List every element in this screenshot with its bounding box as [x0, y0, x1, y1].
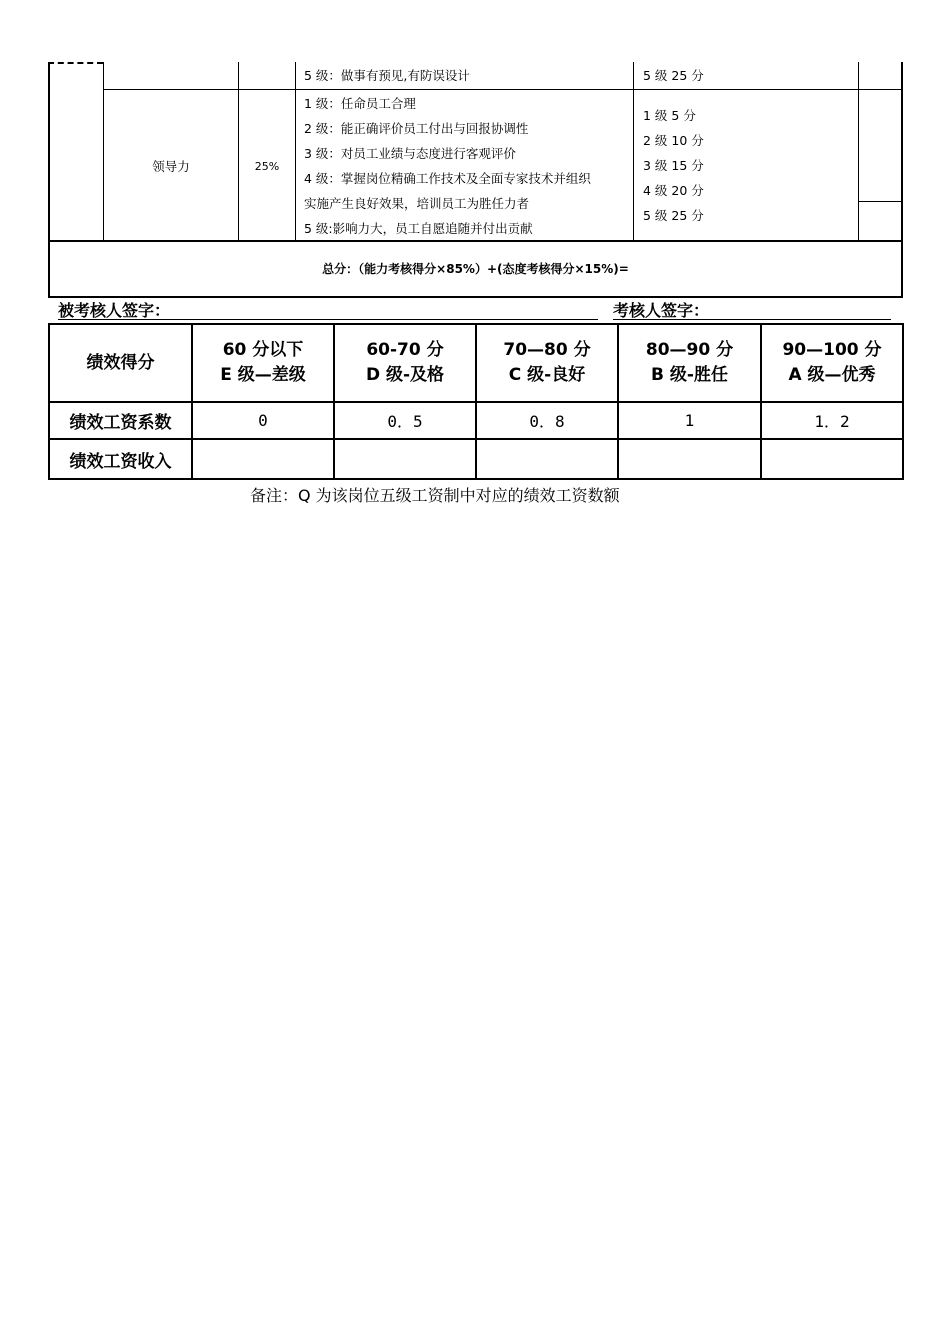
assessor-signature-label: 考核人签字： [613, 301, 710, 320]
grade-c [476, 324, 618, 402]
grade-b [618, 324, 761, 402]
grade-header-row [49, 324, 903, 402]
grade-level: A 级—优秀 [788, 365, 876, 385]
item-leadership: 领导力 [152, 159, 190, 174]
item-weight: 25% [254, 160, 280, 173]
grade-level: C 级-良好 [508, 365, 586, 385]
coefficient-e: 0 [192, 402, 334, 439]
score-level-5: 5 级 25 分 [643, 208, 704, 223]
coefficient-c: 0．8 [476, 402, 618, 439]
assessor-signature-line[interactable] [613, 319, 891, 320]
income-d[interactable] [334, 439, 476, 479]
leadership-level-2: 2 级：能正确评价员工付出与回报协调性 [304, 121, 529, 136]
coefficient-row [49, 402, 903, 439]
score-level-2: 2 级 10 分 [643, 133, 704, 148]
income-a[interactable] [761, 439, 903, 479]
leadership-level-4-cont: 实施产生良好效果，培训员工为胜任力者 [304, 196, 530, 211]
leadership-level-3: 3 级：对员工业绩与态度进行客观评价 [304, 146, 516, 161]
grade-a [761, 324, 903, 402]
coefficient-d: 0．5 [334, 402, 476, 439]
grade-d [334, 324, 476, 402]
assessee-signature-line[interactable] [58, 319, 598, 320]
grade-e [192, 324, 334, 402]
performance-grade-table [48, 323, 904, 480]
header-label: 绩效得分 [49, 324, 192, 402]
grade-level: B 级-胜任 [651, 365, 728, 385]
remark-note: 备注：Q 为该岗位五级工资制中对应的绩效工资数额 [250, 486, 620, 505]
level-5-score: 5 级 25 分 [643, 68, 704, 83]
score-level-4: 4 级 20 分 [643, 183, 704, 198]
grade-range: 60-70 分 [366, 340, 444, 360]
income-row [49, 439, 903, 479]
border [103, 89, 902, 90]
coefficient-label: 绩效工资系数 [49, 402, 192, 439]
grade-level: E 级—差级 [220, 365, 306, 385]
evaluation-table [48, 62, 903, 298]
income-b[interactable] [618, 439, 761, 479]
income-e[interactable] [192, 439, 334, 479]
income-label: 绩效工资收入 [49, 439, 192, 479]
score-level-3: 3 级 15 分 [643, 158, 704, 173]
border [48, 296, 903, 298]
border [858, 201, 902, 202]
grade-range: 90—100 分 [782, 340, 882, 360]
leadership-level-4: 4 级：掌握岗位精确工作技术及全面专家技术并组织 [304, 171, 591, 186]
level-5-text: 5 级：做事有预见,有防误设计 [304, 68, 470, 83]
grade-range: 70—80 分 [503, 340, 591, 360]
coefficient-a: 1．2 [761, 402, 903, 439]
grade-level: D 级-及格 [365, 365, 445, 385]
leadership-level-5: 5 级:影响力大，员工自愿追随并付出贡献 [304, 221, 533, 236]
grade-range: 60 分以下 [222, 340, 304, 360]
assessee-signature-label: 被考核人签字： [58, 301, 171, 320]
income-c[interactable] [476, 439, 618, 479]
grade-range: 80—90 分 [645, 340, 734, 360]
score-level-1: 1 级 5 分 [643, 108, 696, 123]
total-score-formula: 总分：（能力考核得分×85%）+(态度考核得分×15%)= [322, 262, 629, 276]
leadership-level-1: 1 级：任命员工合理 [304, 96, 416, 111]
coefficient-b: 1 [618, 402, 761, 439]
